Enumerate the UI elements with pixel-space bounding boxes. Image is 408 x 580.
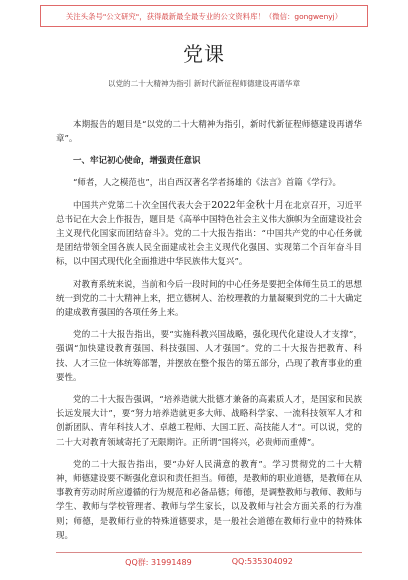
paragraph-quote: “师者，人之模范也”，出自西汉著名学者扬雄的《法言》首篇《学行》。 [73, 178, 341, 189]
congress-text-b: 在北京召开，习近平总书记在大会上作报告，题目是《高举中国特色社会主义伟大旗帜为全面建设社会主义现代化国家而团结奋斗》。党的二十大报告指出：“中国共产党的中心任务就是团结带领全国各族人民全面建成社会主义现代化强国、实现第二个百年奋斗目标，以中国式现代化全面推进中华民族伟大复兴”。 [56, 200, 363, 268]
paragraph-congress [56, 199, 362, 270]
document-body [56, 118, 362, 551]
page-title: 党课 [183, 42, 225, 66]
footer-qq: QQ:535304092 [231, 557, 293, 566]
page-subtitle: 以党的二十大精神为指引 新时代新征程师德建设再谱华章 [107, 79, 301, 88]
paragraph-talent: 党的二十大报告强调，“培养造就大批德才兼备的高素质人才，是国家和民族长远发展大计”，要“努力培养造就更多大师、战略科学家、一流科技领军人才和创新团队、青年科技人才、卓越工程师、大国工匠、高技能人才”。可以说，党的二十大对教育领域寄托了无限期许。正所谓“国将兴，必贵师而重傅”。 [56, 395, 362, 448]
footer [56, 552, 362, 570]
paragraph-education-system: 对教育系统来说，当前和今后一段时间的中心任务是要把全体师生员工的思想统一到党的二十大精神上来，把立德树人、治校理教的力量凝聚到党的二十大确定的建成教育强国的各项任务上来。 [56, 279, 363, 319]
paragraph-intro: 本期报告的题目是“以党的二十大精神为指引，新时代新征程师德建设再谱华章”。 [56, 120, 362, 145]
banner-text: 关注头条号"公文研究"，获得最新最全最专业的公文资料库！（微信：gongwenyj） [65, 11, 343, 21]
footer-qq-group: QQ群: 31991489 [125, 558, 192, 567]
congress-date: 2022年金秋十月 [211, 199, 285, 211]
section-heading: 一、牢记初心使命，增强责任意识 [73, 156, 201, 167]
paragraph-teacher-ethics: 党的二十大报告指出，要“办好人民满意的教育”。学习贯彻党的二十大精神，师德建设要不断强化意识和责任担当。师德，是教师的职业道德，是教师在从事教育劳动时所应遵循的行为规范和必备品德；师德，是调整教师与教师、教师与学生、教师与学校管理者、教师与学生家长，以及教师与社会方面关系的行为准则；师德，是教师行业的特殊道德要求，是一般社会道德在教师行业中的特殊体现。 [56, 459, 363, 541]
paragraph-science-education: 党的二十大报告指出，要“实施科教兴国战略，强化现代化建设人才支撑”，强调“加快建设教育强国、科技强国、人才强国”。党的二十大报告把教育、科技、人才三位一体统筹部署，并摆放在整个报告的第五部分，凸现了教育事业的重要性。 [56, 330, 363, 383]
congress-text-a: 中国共产党第二十次全国代表大会于 [73, 200, 212, 211]
top-banner [40, 5, 368, 27]
